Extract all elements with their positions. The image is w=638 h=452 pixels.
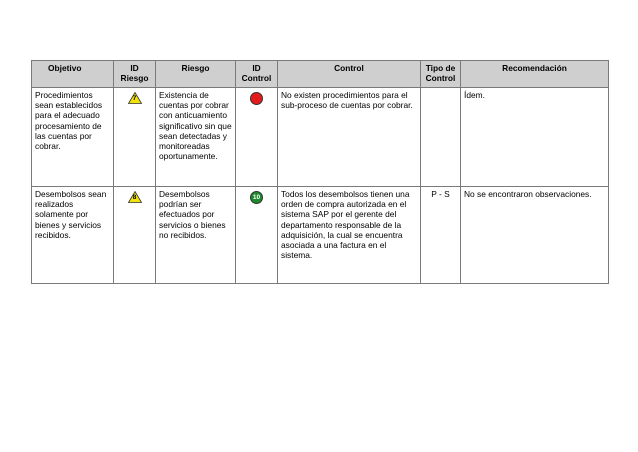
- table-header-row: [32, 61, 609, 88]
- control-status-circle-icon: [250, 92, 263, 105]
- cell-recomendacion: Ídem.: [461, 88, 609, 187]
- header-recomendacion: Recomendación: [461, 61, 609, 88]
- cell-riesgo: Existencia de cuentas por cobrar con anticuamiento significativo sin que sean detectadas y monitoreadas oportunamente.: [156, 88, 236, 187]
- cell-tipo-control: P - S: [421, 187, 461, 284]
- risk-id-label: 7: [132, 95, 137, 102]
- header-riesgo: Riesgo: [156, 61, 236, 88]
- risk-triangle-icon: [128, 92, 142, 104]
- cell-control: Todos los desembolsos tienen una orden de compra autorizada en el sistema SAP por el gerente del departamento responsable de la adquisición, la cual se encuentra asociada a una factura en el sistema.: [278, 187, 421, 284]
- header-control: Control: [278, 61, 421, 88]
- risk-control-table: [31, 60, 609, 284]
- cell-id-control: [236, 187, 278, 284]
- cell-objetivo: Procedimientos sean establecidos para el adecuado procesamiento de las cuentas por cobrar.: [32, 88, 114, 187]
- cell-objetivo: Desembolsos sean realizados solamente por bienes y servicios recibidos.: [32, 187, 114, 284]
- cell-recomendacion: No se encontraron observaciones.: [461, 187, 609, 284]
- cell-tipo-control: [421, 88, 461, 187]
- control-status-circle-icon: 10: [250, 191, 263, 204]
- cell-control: No existen procedimientos para el sub-proceso de cuentas por cobrar.: [278, 88, 421, 187]
- cell-id-control: [236, 88, 278, 187]
- header-id-riesgo: ID Riesgo: [114, 61, 156, 88]
- cell-riesgo: Desembolsos podrían ser efectuados por servicios o bienes no recibidos.: [156, 187, 236, 284]
- risk-triangle-icon: [128, 191, 142, 203]
- cell-id-riesgo: [114, 88, 156, 187]
- table-row: [32, 88, 609, 187]
- header-objetivo: Objetivo: [32, 61, 114, 88]
- cell-id-riesgo: [114, 187, 156, 284]
- header-tipo-control: Tipo de Control: [421, 61, 461, 88]
- table-row: [32, 187, 609, 284]
- risk-id-label: 8: [132, 194, 137, 201]
- header-id-control: ID Control: [236, 61, 278, 88]
